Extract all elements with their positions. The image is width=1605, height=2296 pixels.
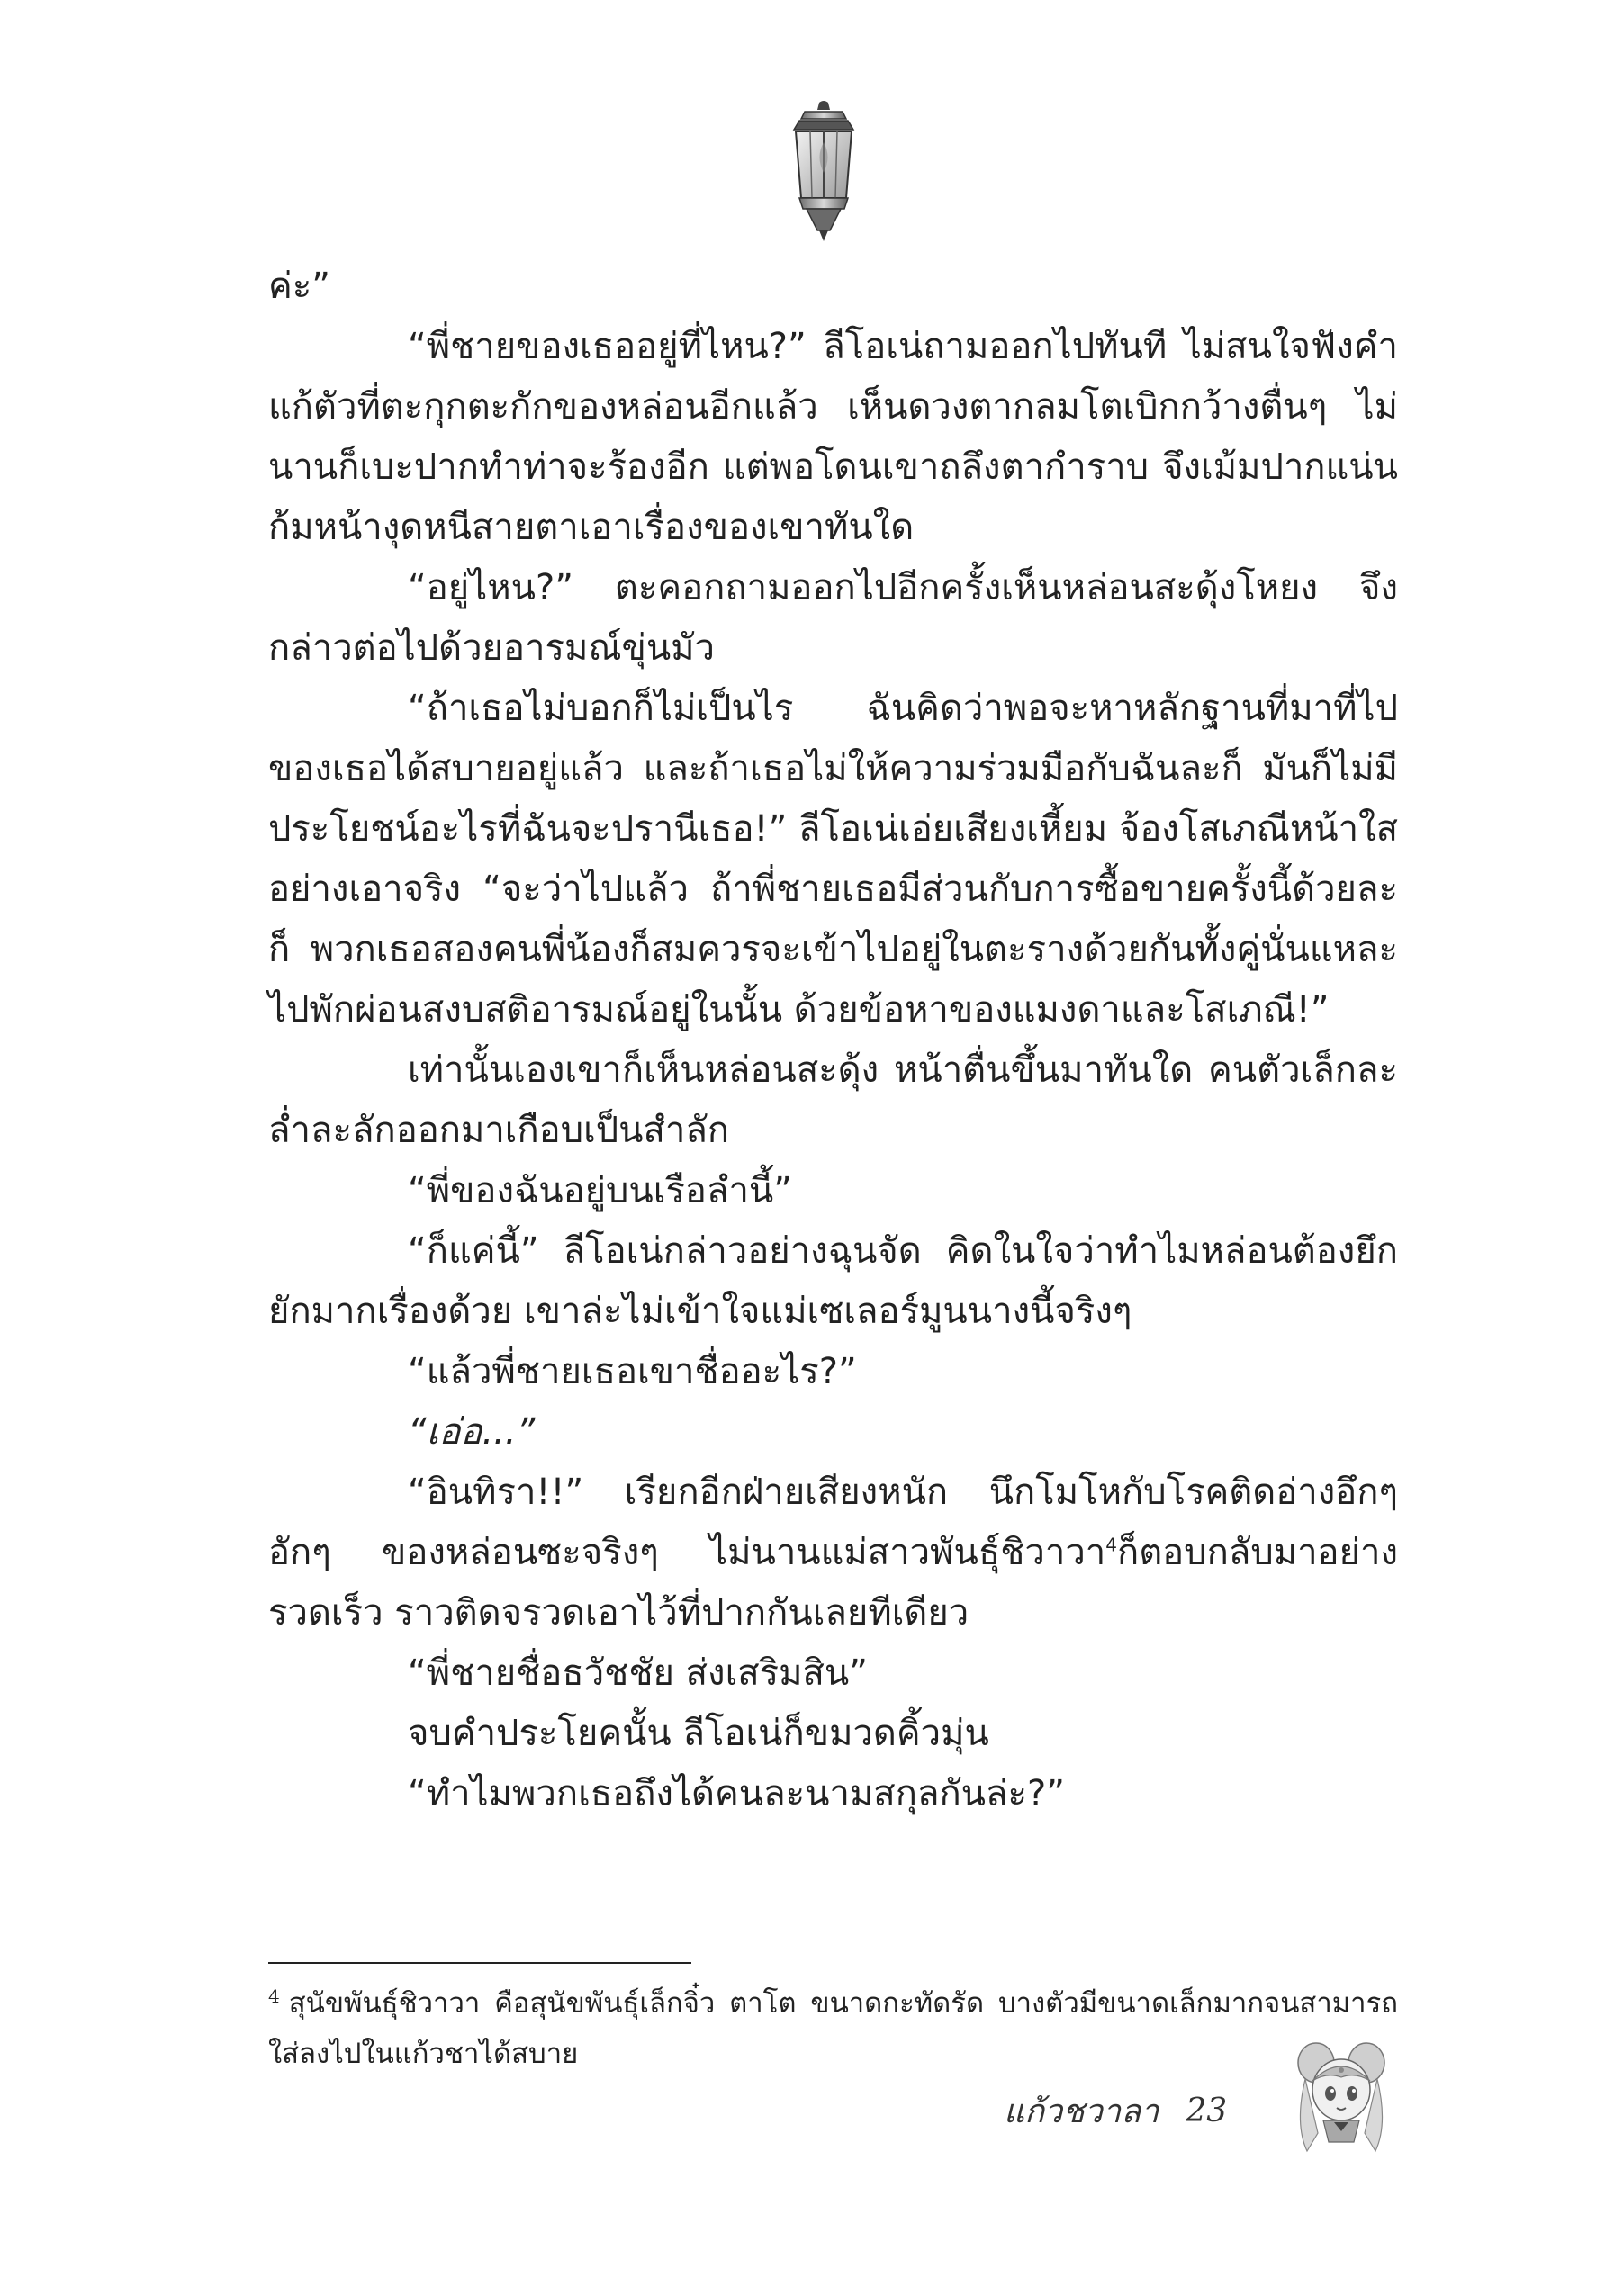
footnote-divider [268, 1962, 691, 1964]
paragraph: เท่านั้นเองเขาก็เห็นหล่อนสะดุ้ง หน้าตื่นขึ้นมาทันใด คนตัวเล็กละล่ำละลักออกมาเกือบเป็นสำลัก [268, 1049, 1398, 1151]
paragraph-text: “อินทิรา!!” เรียกอีกฝ่ายเสียงหนัก นึกโมโหกับโรคติดอ่างอึกๆ อักๆ ของหล่อนซะจริงๆ ไม่นานแม่สาวพันธุ์ชิวาวา [268, 1472, 1398, 1573]
paragraph-text-after: ก็ตอบกลับมาอย่างรวดเร็ว ราวติดจรวดเอาไว้ที่ปากกันเลยทีเดียว [268, 1532, 1398, 1634]
running-footer [1004, 2084, 1227, 2138]
paragraph: ค่ะ” [268, 266, 330, 307]
footnote-marker: 4 [1105, 1534, 1117, 1556]
footnote-number: 4 [268, 1985, 280, 2007]
paragraph: จบคำประโยคนั้น ลีโอเน่ก็ขมวดคิ้วมุ่น [408, 1713, 989, 1754]
book-title: แก้วชวาลา [1004, 2093, 1159, 2130]
paragraph: “ถ้าเธอไม่บอกก็ไม่เป็นไร ฉันคิดว่าพอจะหาหลักฐานที่มาที่ไปของเธอได้สบายอยู่แล้ว และถ้าเธอไม่ให้ความร่วมมือกับฉันละก็ มันก็ไม่มีประโยชน์อะไรที่ฉันจะปรานีเธอ!” ลีโอเน่เอ่ยเสียงเหี้ยม จ้องโสเภณีหน้าใสอย่างเอาจริง “จะว่าไปแล้ว ถ้าพี่ชายเธอมีส่วนกับการซื้อขายครั้งนี้ด้วยละก็ พวกเธอสองคนพี่น้องก็สมควรจะเข้าไปอยู่ในตะรางด้วยกันทั้งคู่นั่นแหละ ไปพักผ่อนสงบสติอารมณ์อยู่ในนั้น ด้วยข้อหาของแมงดาและโสเภณี!” [268, 688, 1398, 1031]
lantern-icon [774, 99, 873, 243]
sailor-moon-mascot-icon [1287, 2025, 1395, 2160]
page-number: 23 [1186, 2092, 1228, 2129]
story-body [268, 257, 1398, 1824]
paragraph: “ก็แค่นี้” ลีโอเน่กล่าวอย่างฉุนจัด คิดในใจว่าทำไมหล่อนต้องยึกยักมากเรื่องด้วย เขาล่ะไม่เข้าใจแม่เซเลอร์มูนนางนี้จริงๆ [268, 1230, 1398, 1332]
footnote-text: สุนัขพันธุ์ชิวาวา คือสุนัขพันธุ์เล็กจิ๋ว ตาโต ขนาดกะทัดรัด บางตัวมีขนาดเล็กมากจนสามารถใส่ลงไปในแก้วชาได้สบาย [268, 1987, 1398, 2070]
paragraph: “แล้วพี่ชายเธอเขาชื่ออะไร?” [408, 1351, 857, 1392]
paragraph: “พี่ชายชื่อธวัชชัย ส่งเสริมสิน” [408, 1652, 868, 1694]
footnote [268, 1978, 1398, 2079]
paragraph: “พี่ของฉันอยู่บนเรือลำนี้” [408, 1170, 792, 1211]
paragraph: “ทำไมพวกเธอถึงได้คนละนามสกุลกันล่ะ?” [408, 1773, 1065, 1814]
paragraph: “พี่ชายของเธออยู่ที่ไหน?” ลีโอเน่ถามออกไปทันที ไม่สนใจฟังคำแก้ตัวที่ตะกุกตะกักของหล่อนอีกแล้ว เห็นดวงตากลมโตเบิกกว้างตื่นๆ ไม่นานก็เบะปากทำท่าจะร้องอีก แต่พอโดนเขาถลึงตากำราบ จึงเม้มปากแน่นก้มหน้างุดหนีสายตาเอาเรื่องของเขาทันใด [268, 326, 1398, 548]
paragraph: “เอ่อ...” [408, 1411, 536, 1453]
paragraph: “อยู่ไหน?” ตะคอกถามออกไปอีกครั้งเห็นหล่อนสะดุ้งโหยง จึงกล่าวต่อไปด้วยอารมณ์ขุ่นมัว [268, 567, 1398, 669]
paragraph [268, 1463, 1398, 1643]
